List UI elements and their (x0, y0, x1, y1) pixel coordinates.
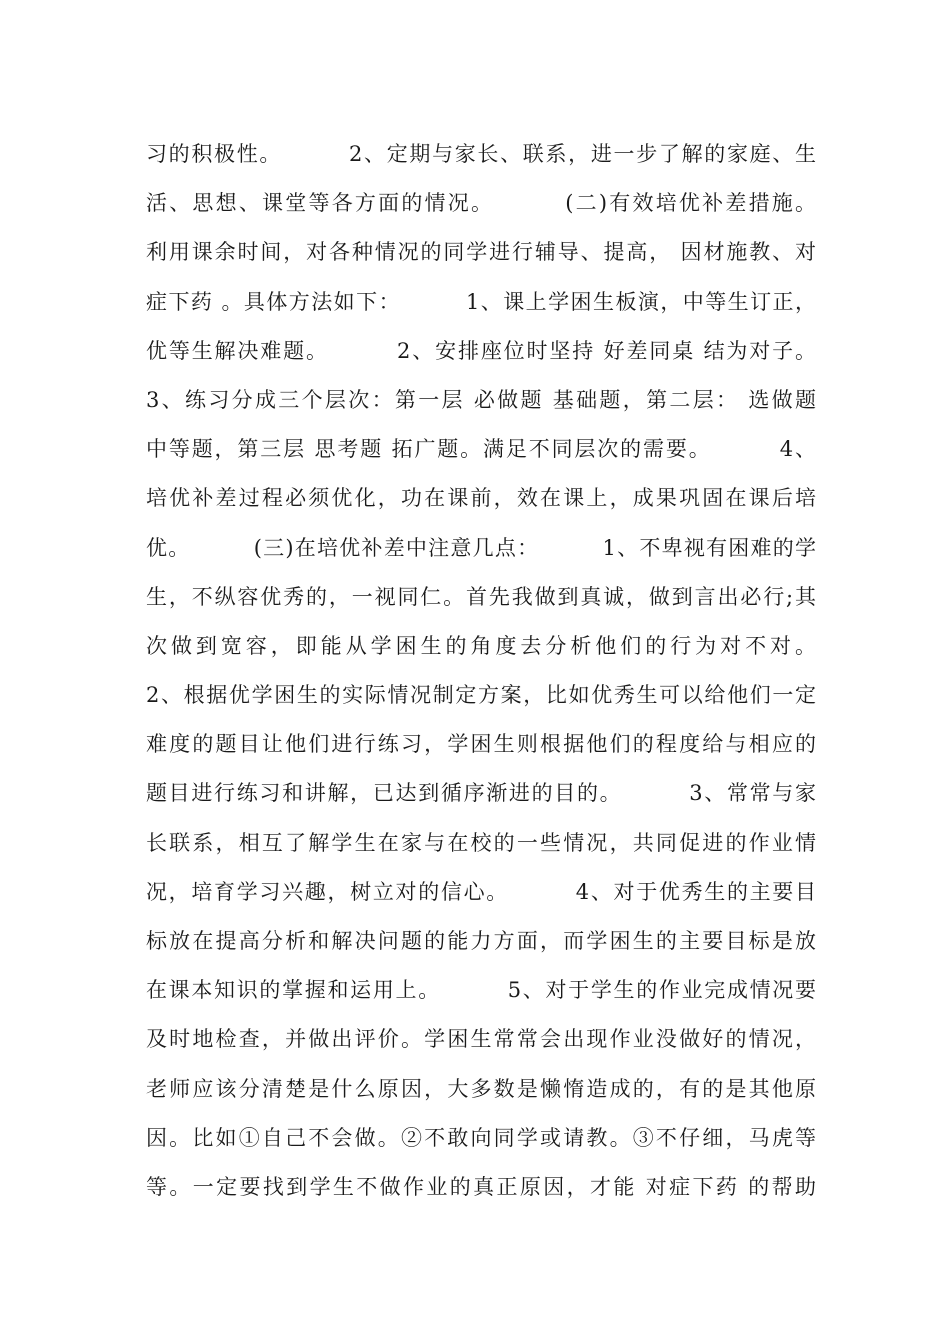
text-line: 题目进行练习和讲解，已达到循序渐进的目的。 3、常常与家 (146, 781, 816, 806)
text-line: 活、思想、课堂等各方面的情况。 (二)有效培优补差措施。 (146, 191, 816, 216)
text-line: 因。比如①自己不会做。②不敢向同学或请教。③不仔细，马虎等 (146, 1125, 816, 1150)
text-line: 等。一定要找到学生不做作业的真正原因，才能 对症下药 的帮助 (146, 1174, 816, 1199)
text-line: 利用课余时间，对各种情况的同学进行辅导、提高， 因材施教、对 (146, 240, 816, 265)
text-line: 标放在提高分析和解决问题的能力方面，而学困生的主要目标是放 (146, 929, 816, 953)
text-line: 老师应该分清楚是什么原因，大多数是懒惰造成的，有的是其他原 (146, 1076, 816, 1101)
text-line: 培优补差过程必须优化，功在课前，效在课上，成果巩固在课后培 (146, 486, 816, 511)
text-line: 习的积极性。 2、定期与家长、联系，进一步了解的家庭、生 (146, 142, 816, 166)
text-line: 优。 (三)在培优补差中注意几点： 1、不卑视有困难的学 (146, 535, 816, 560)
text-line: 优等生解决难题。 2、安排座位时坚持 好差同桌 结为对子。 (146, 338, 816, 363)
text-line: 症下药 。具体方法如下： 1、课上学困生板演，中等生订正， (146, 289, 816, 314)
text-line: 3、练习分成三个层次：第一层 必做题 基础题，第二层： 选做题 (146, 387, 816, 412)
body-text (146, 130, 816, 1212)
text-line: 长联系，相互了解学生在家与在校的一些情况，共同促进的作业情 (146, 830, 816, 855)
text-line: 在课本知识的掌握和运用上。 5、对于学生的作业完成情况要 (146, 978, 816, 1003)
text-line: 次做到宽容，即能从学困生的角度去分析他们的行为对不对。 (146, 633, 816, 658)
text-line: 及时地检查，并做出评价。学困生常常会出现作业没做好的情况， (146, 1027, 816, 1052)
text-line: 生，不纵容优秀的，一视同仁。首先我做到真诚，做到言出必行;其 (146, 584, 816, 609)
text-line: 中等题，第三层 思考题 拓广题。满足不同层次的需要。 4、 (146, 437, 816, 462)
text-line: 2、根据优学困生的实际情况制定方案，比如优秀生可以给他们一定 (146, 683, 816, 708)
text-line: 难度的题目让他们进行练习，学困生则根据他们的程度给与相应的 (146, 732, 816, 757)
text-line: 况，培育学习兴趣，树立对的信心。 4、对于优秀生的主要目 (146, 879, 816, 904)
